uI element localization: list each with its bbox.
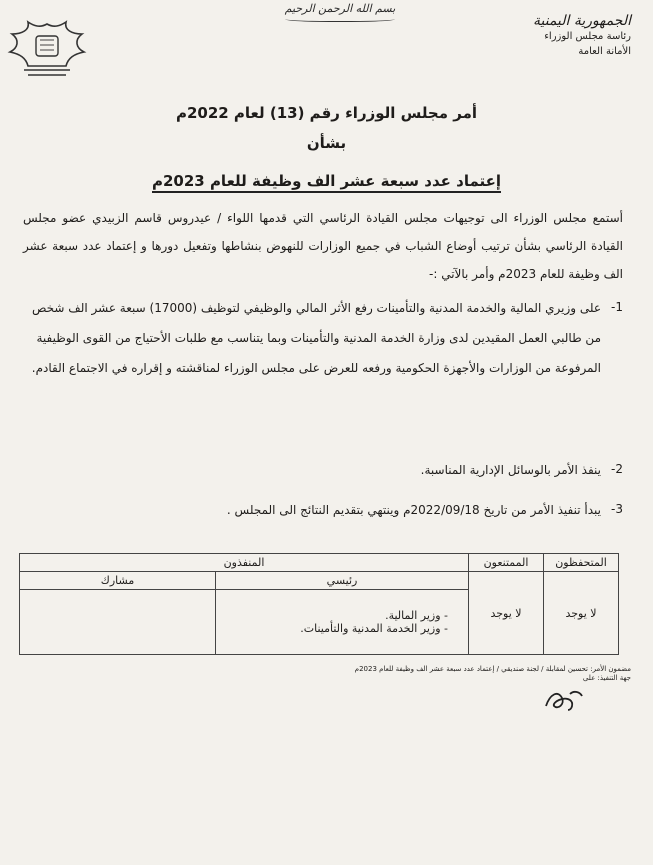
footer-executor: جهة التنفيذ: على [582,674,631,682]
org-secretariat: الأمانة العامة [578,46,631,57]
footer-note [355,665,631,683]
item-number: 1- [611,300,623,314]
participant-cell [20,590,216,655]
sub-participant: مشارك [20,572,216,590]
item-text: ينفذ الأمر بالوسائل الإدارية المناسبة. [420,463,601,477]
executor-finance-minister: - وزير المالية. [222,609,448,622]
subject-text: إعتماد عدد سبعة عشر الف وظيفة للعام 2023م [152,172,501,193]
item-number: 3- [611,502,623,516]
signature-icon [540,684,590,716]
organization-header [533,14,631,59]
item-text: يبدأ تنفيذ الأمر من تاريخ 2022/09/18م وينتهي بتقديم النتائج الى المجلس . [226,503,601,517]
org-presidency: رئاسة مجلس الوزراء [544,31,631,42]
main-executors-cell [216,590,469,655]
sub-main-executor: رئيسي [216,572,469,590]
org-country: الجمهورية اليمنية [532,13,631,29]
footer-subject: مضمون الأمر: تحسين لمقابلة / لجنة صنديقي / إعتماد عدد سبعة عشر الف وظيفة للعام 2023م [354,665,631,673]
basmala-text: بسم الله الرحمن الرحيم [284,2,396,15]
item-number: 2- [611,462,623,476]
voting-table [19,553,619,655]
col-reservations: المتحفظون [544,554,619,572]
col-abstain: الممتنعون [469,554,544,572]
executor-civil-service-minister: - وزير الخدمة المدنية والتأمينات. [222,622,448,635]
col-executors: المنفذون [20,554,469,572]
basmala [255,2,425,22]
basmala-flourish [285,15,395,22]
subject-title [0,172,653,190]
reservations-value: لا يوجد [544,572,619,655]
eagle-emblem-icon [4,18,90,80]
item-text: على وزيري المالية والخدمة المدنية والتأمينات رفع الأثر المالي والوظيفي لتوظيف (17000) سبعة عشر الف شخص من طالبي العمل المقيدين لدى وزارة الخدمة المدنية والتأمينات وبما يتناسب مع طلبات الأحتياج من القوى الوظيفية المرفوعة من الوزارات والأجهزة الحكومية ورفعه للعرض على مجلس الوزراء لمناقشته و إقراره في الاجتماع القادم. [31,301,601,375]
regarding-title: بشأن [306,134,347,152]
abstain-value: لا يوجد [469,572,544,655]
decree-title: أمر مجلس الوزراء رقم (13) لعام 2022م [175,104,478,122]
intro-paragraph: أستمع مجلس الوزراء الى توجيهات مجلس القيادة الرئاسي التي قدمها اللواء / عيدروس قاسم الزبيدي عضو مجلس القيادة الرئاسي بشأن ترتيب أوضاع الشباب في جميع الوزارات للنهوض بنشاطها وتفعيل دورها و إعتماد عدد سبعة عشر الف وظيفة للعام 2023م وأمر بالآتي :- [23,211,623,281]
